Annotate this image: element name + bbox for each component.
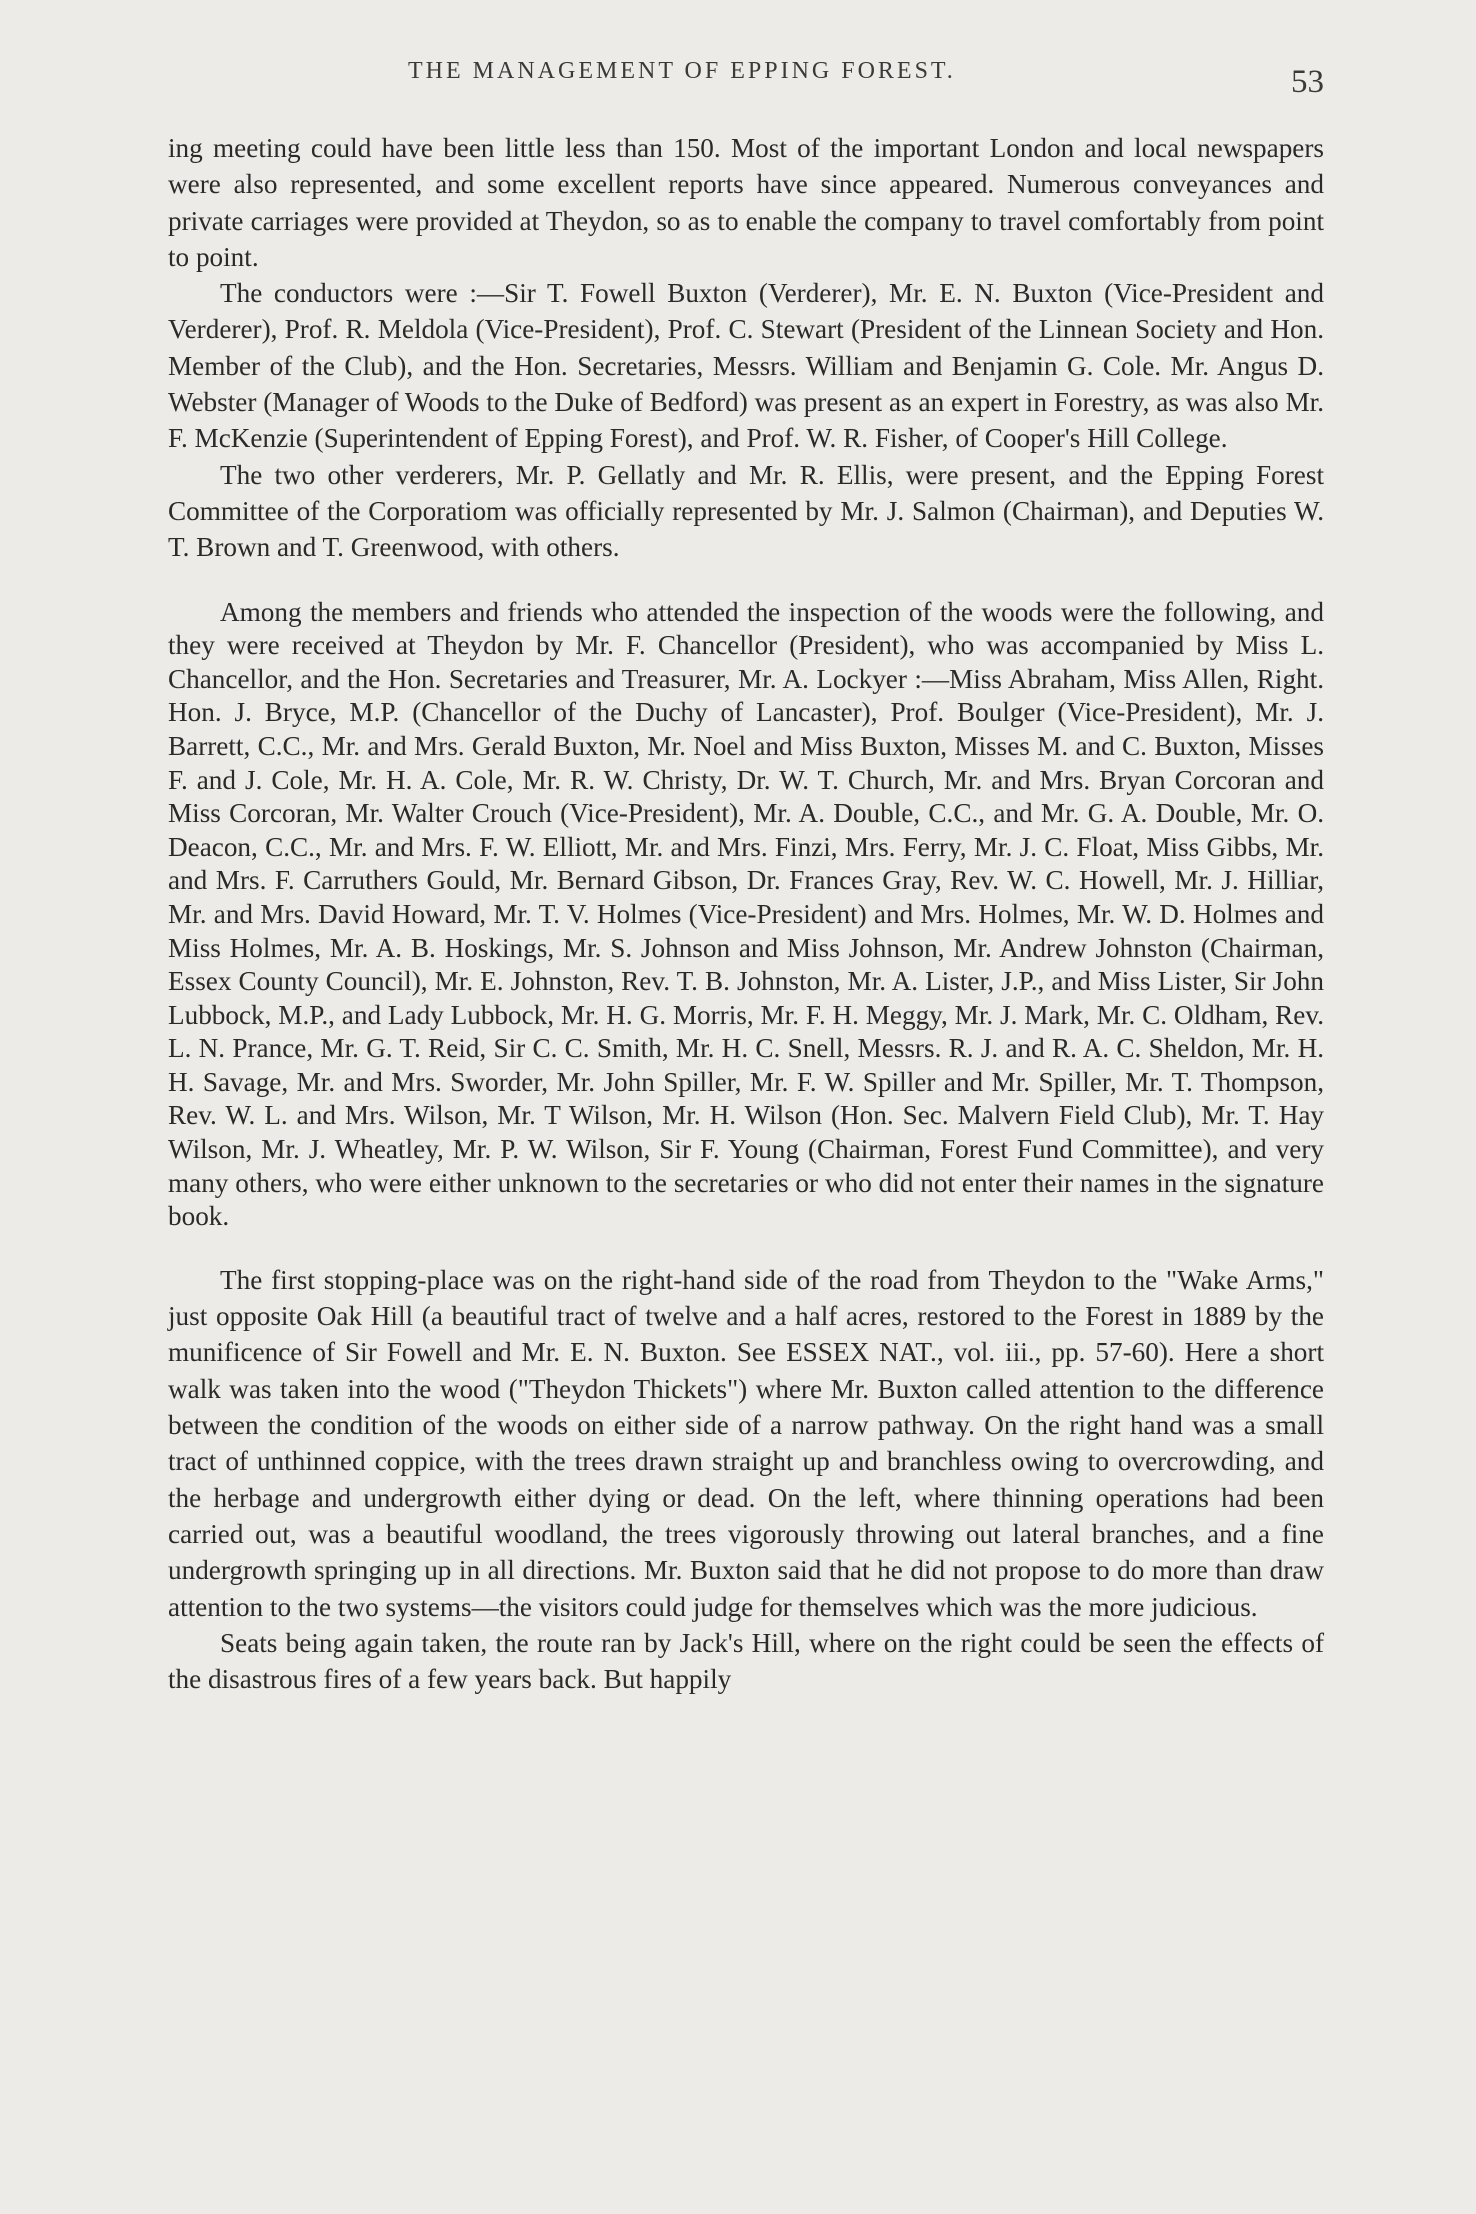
paragraph-attendees: Among the members and friends who attended the inspection of the woods were the following, and they were received at Theydon by Mr. F. Chancellor (President), who was accompanied by Miss L. Chancellor, and the Hon. Secretaries and Treasurer, Mr. A. Lockyer :—Miss Abraham, Miss Allen, Right. Hon. J. Bryce, M.P. (Chancellor of the Duchy of Lancaster), Prof. Boulger (Vice-President), Mr. J. Barrett, C.C., Mr. and Mrs. Gerald Buxton, Mr. Noel and Miss Buxton, Misses M. and C. Buxton, Misses F. and J. Cole, Mr. H. A. Cole, Mr. R. W. Christy, Dr. W. T. Church, Mr. and Mrs. Bryan Corcoran and Miss Corcoran, Mr. Walter Crouch (Vice-President), Mr. A. Double, C.C., and Mr. G. A. Double, Mr. O. Deacon, C.C., Mr. and Mrs. F. W. Elliott, Mr. and Mrs. Finzi, Mrs. Ferry, Mr. J. C. Float, Miss Gibbs, Mr. and Mrs. F. Carruthers Gould, Mr. Bernard Gibson, Dr. Frances Gray, Rev. W. C. Howell, Mr. J. Hilliar, Mr. and Mrs. David Howard, Mr. T. V. Holmes (Vice-President) and Mrs. Holmes, Mr. W. D. Holmes and Miss Holmes, Mr. A. B. Hoskings, Mr. S. Johnson and Miss Johnson, Mr. Andrew Johnston (Chairman, Essex County Council), Mr. E. Johnston, Rev. T. B. Johnston, Mr. A. Lister, J.P., and Miss Lister, Sir John Lubbock, M.P., and Lady Lubbock, Mr. H. G. Morris, Mr. F. H. Meggy, Mr. J. Mark, Mr. C. Oldham, Rev. L. N. Prance, Mr. G. T. Reid, Sir C. C. Smith, Mr. H. C. Snell, Messrs. R. J. and R. A. C. Sheldon, Mr. H. H. Savage, Mr. and Mrs. Sworder, Mr. John Spiller, Mr. F. W. Spiller and Mr. Spiller, Mr. T. Thompson, Rev. W. L. and Mrs. Wilson, Mr. T Wilson, Mr. H. Wilson (Hon. Sec. Malvern Field Club), Mr. T. Hay Wilson, Mr. J. Wheatley, Mr. P. W. Wilson, Sir F. Young (Chairman, Forest Fund Committee), and very many others, who were either unknown to the secretaries or who did not enter their names in the signature book. <box>168 596 1324 1232</box>
paragraph-route: Seats being again taken, the route ran by Jack's Hill, where on the right could be seen the effects of the disastrous fires of a few years back. But happily <box>168 1627 1324 1695</box>
paragraph-continuation: ing meeting could have been little less than 150. Most of the important London and local newspapers were also represented, and some excellent reports have since appeared. Numerous conveyances and private carriages were provided at Theydon, so as to enable the company to travel comfortably from point to point. <box>168 133 1324 272</box>
paragraph-first-stop: The first stopping-place was on the right-hand side of the road from Theydon to the "Wake Arms," just opposite Oak Hill (a beautiful tract of twelve and a half acres, restored to the Forest in 1889 by the munificence of Sir Fowell and Mr. E. N. Buxton. See ESSEX NAT., vol. iii., pp. 57-60). Here a short walk was taken into the wood ("Theydon Thickets") where Mr. Buxton called attention to the difference between the condition of the woods on either side of a narrow pathway. On the right hand was a small tract of unthinned coppice, with the trees drawn straight up and branchless owing to overcrowding, and the herbage and undergrowth either dying or dead. On the left, where thinning operations had been carried out, was a beautiful woodland, the trees vigorously throwing out lateral branches, and a fine undergrowth springing up in all directions. Mr. Buxton said that he did not propose to do more than draw attention to the two systems—the visitors could judge for themselves which was the more judicious. <box>168 1264 1324 1622</box>
body-text <box>168 130 1324 1697</box>
running-title: THE MANAGEMENT OF EPPING FOREST. <box>408 58 956 84</box>
paragraph-verderers: The two other verderers, Mr. P. Gellatly and Mr. R. Ellis, were present, and the Epping Forest Committee of the Corporatiom was officially represented by Mr. J. Salmon (Chairman), and Deputies W. T. Brown and T. Greenwood, with others. <box>168 459 1324 563</box>
paragraph-conductors: The conductors were :—Sir T. Fowell Buxton (Verderer), Mr. E. N. Buxton (Vice-President and Verderer), Prof. R. Meldola (Vice-President), Prof. C. Stewart (President of the Linnean Society and Hon. Member of the Club), and the Hon. Secretaries, Messrs. William and Benjamin G. Cole. Mr. Angus D. Webster (Manager of Woods to the Duke of Bedford) was present as an expert in Forestry, as was also Mr. F. McKenzie (Superintendent of Epping Forest), and Prof. W. R. Fisher, of Cooper's Hill College. <box>168 278 1324 454</box>
page-number: 53 <box>1291 64 1324 100</box>
running-head <box>168 52 1324 102</box>
